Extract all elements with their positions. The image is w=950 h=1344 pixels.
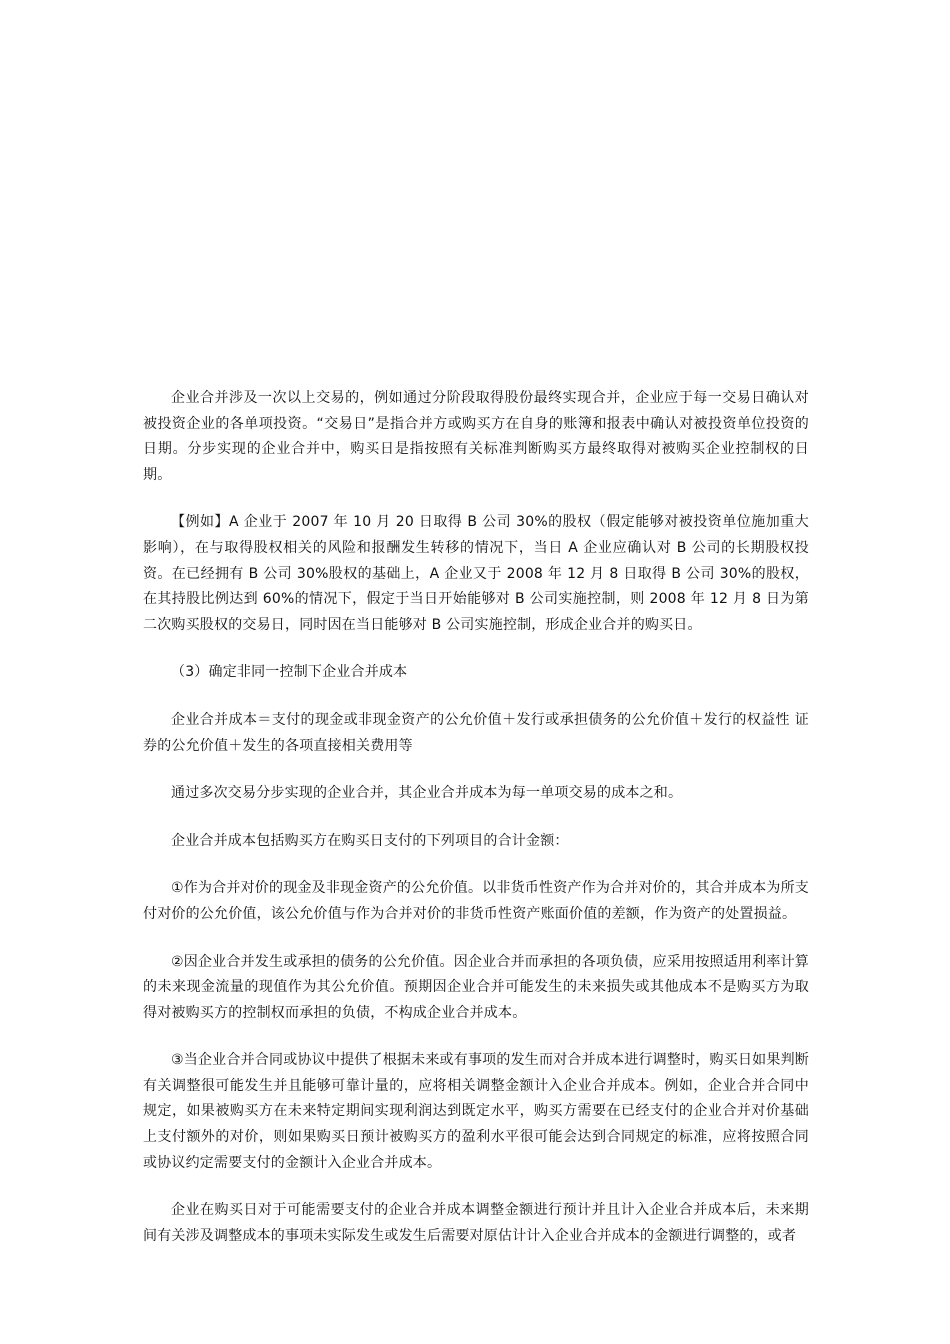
- paragraph-adjustment: 企业在购买日对于可能需要支付的企业合并成本调整金额进行预计并且计入企业合并成本后，未来期间有关涉及调整成本的事项未实际发生或发生后需要对原估计计入企业合并成本的金额进行调整的，或者: [143, 1202, 809, 1244]
- paragraph-item-2: ②因企业合并发生或承担的债务的公允价值。因企业合并而承担的各项负债，应采用按照适用利率计算的未来现金流量的现值作为其公允价值。预期因企业合并可能发生的未来损失或其他成本不是购买方为取得对被购买方的控制权而承担的负债，不构成企业合并成本。: [143, 953, 809, 1021]
- paragraph-item-3: ③当企业合并合同或协议中提供了根据未来或有事项的发生而对合并成本进行调整时，购买日如果判断有关调整很可能发生并且能够可靠计量的，应将相关调整金额计入企业合并成本。例如，企业合并合同中规定，如果被购买方在未来特定期间实现利润达到既定水平，购买方需要在已经支付的企业合并对价基础上支付额外的对价，则如果购买日预计被购买方的盈利水平很可能会达到合同规定的标准，应将按照合同或协议约定需要支付的金额计入企业合并成本。: [143, 1052, 809, 1171]
- paragraph-cost-formula: 企业合并成本＝支付的现金或非现金资产的公允价值＋发行或承担债务的公允价值＋发行的权益性 证券的公允价值＋发生的各项直接相关费用等: [143, 711, 809, 754]
- document-body: [143, 386, 809, 1271]
- paragraph-step-acquisition-cost: 通过多次交易分步实现的企业合并，其企业合并成本为每一单项交易的成本之和。: [171, 785, 683, 802]
- paragraph-item-1: ①作为合并对价的现金及非现金资产的公允价值。以非货币性资产作为合并对价的，其合并成本为所支付对价的公允价值，该公允价值与作为合并对价的非货币性资产账面价值的差额，作为资产的处置损益。: [143, 880, 809, 922]
- paragraph-cost-items-intro: 企业合并成本包括购买方在购买日支付的下列项目的合计金额：: [171, 832, 569, 849]
- paragraph-multi-step-transactions: 企业合并涉及一次以上交易的，例如通过分阶段取得股份最终实现合并，企业应于每一交易日确认对被投资企业的各单项投资。“交易日”是指合并方或购买方在自身的账簿和报表中确认对被投资单位投资的日期。分步实现的企业合并中，购买日是指按照有关标准判断购买方最终取得对被购买企业控制权的日期。: [143, 390, 809, 483]
- paragraph-example: 【例如】A 企业于 2007 年 10 月 20 日取得 B 公司 30%的股权（假定能够对被投资单位施加重大影响），在与取得股权相关的风险和报酬发生转移的情况下，当日 A 企业应确认对 B 公司的长期股权投资。在已经拥有 B 公司 30%股权的基础上，A 企业又于 2008 年 12 月 8 日取得 B 公司 30%的股权，在其持股比例达到 60%的情况下，假定于当日开始能够对 B 公司实施控制，则 2008 年 12 月 8 日为第二次购买股权的交易日，同时因在当日能够对 B 公司实施控制，形成企业合并的购买日。: [143, 514, 809, 633]
- section-heading-merger-cost: （3）确定非同一控制下企业合并成本: [171, 664, 408, 681]
